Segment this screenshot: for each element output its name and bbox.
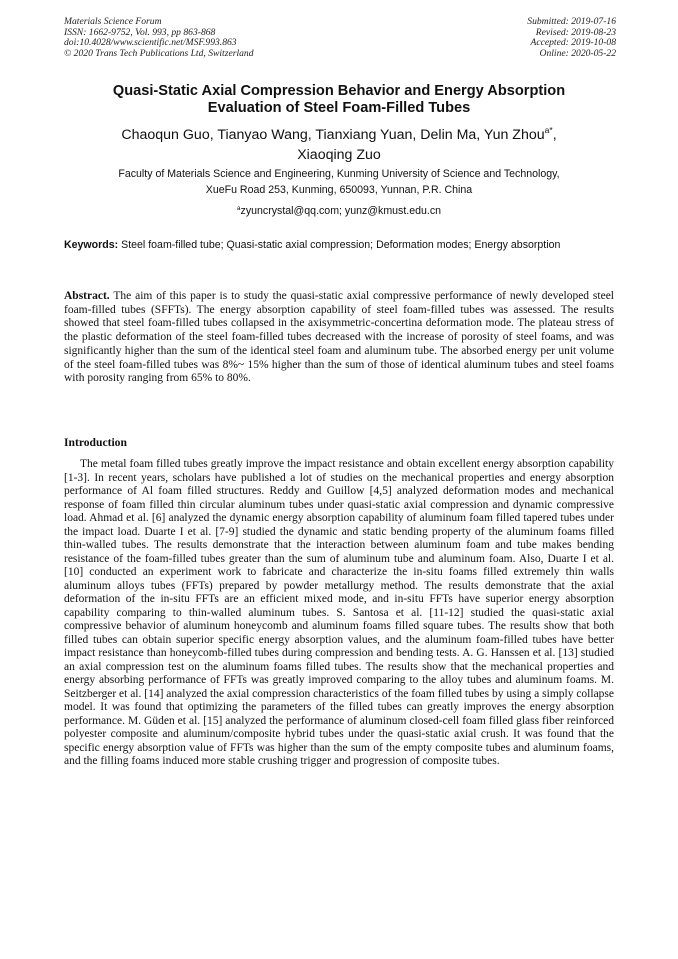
journal-name: Materials Science Forum (64, 16, 162, 27)
paper-title (64, 83, 614, 117)
authors-main: Chaoqun Guo, Tianyao Wang, Tianxiang Yuan, Delin Ma, Yun Zhou (121, 127, 545, 143)
title-line-1: Quasi-Static Axial Compression Behavior and Energy Absorption (112, 83, 566, 99)
introduction-paragraph: The metal foam filled tubes greatly improve the impact resistance and obtain excellent energy absorption capability [1-3]. In recent years, scholars have published a lot of studies on the mechanical properties and energy absorption performance of Al foam filled structures. Reddy and Guillow [4,5] analyzed deformation modes and mechanical response of foam filled thin circular aluminum tubes under quasi-static axial compression and dynamic compressive load. Ahmad et al. [6] analyzed the dynamic energy absorption capability of aluminum foam filled tapered tubes under the impact load. Duarte I et al. [7-9] studied the dynamic and static bending property of the aluminum foams filled thin-walled tubes. The results demonstrate that the interaction between aluminum foam and tube makes bending resistance of the foam-filled tubes greater than the sum of aluminum tube and aluminum foam. Also, Duarte I et al. [10] conducted an experiment work to fabricate and characterize the in-situ foams filled extremely thin walls aluminum alloys tubes (FFTs) prepared by powder metallurgy method. The results demonstrate that the axial deformation of the in-situ FFTs are an efficient mixed mode, and in-situ FFTs have superior energy absorption capability comparing to thin-walled aluminum tubes. S. Santosa et al. [11-12] studied the quasi-static axial compressive behavior of aluminum honeycomb and aluminum foams filled square tubes. The results show that both filled tubes can obtain superior specific energy absorption values, and the aluminum foam-filled tubes have better impact resistance than honeycomb-filled tubes during compression and bending tests. A. G. Hanssen et al. [13] studied an axial compression test on the aluminum foams filled tubes. The results show that the mechanical properties and energy absorbing performance of FFTs was greatly improved comparing to the alloy tubes and aluminum foams. M. Seitzberger et al. [14] analyzed the axial compression characteristics of the foam filled tubes by using a simply collapse model. It was found that optimizing the parameters of the filled tubes can greatly improves the energy absorption performance. M. Güden et al. [15] analyzed the performance of aluminum closed-cell foam filled glass fiber reinforced polyester composite and aluminum/composite hybrid tubes under the quasi-static axial crush. It was found that the specific energy absorption value of FFTs was higher than the sum of the empty composite tubes and aluminum foams, and the filling foams induced more stable crushing trigger and progression of composite tubes. (64, 458, 615, 767)
affiliation-line-1: Faculty of Materials Science and Engineering, Kunming University of Science and Technology, (118, 168, 560, 180)
abstract (64, 290, 614, 386)
email-marker: a (236, 205, 241, 212)
author-list (64, 125, 614, 165)
date-submitted: Submitted: 2019-07-16 (527, 16, 616, 27)
abstract-text: The aim of this paper is to study the quasi-static axial compressive performance of newly developed steel foam-filled tubes (SFFTs). The energy absorption capability of steel foam-filled tubes was assessed. The results showed that steel foam-filled tubes collapsed in the axisymmetric-concertina deformation mode. The plateau stress of the plastic deformation of the steel foam-filled tubes decreased with the increase of porosity of steel foams, and was significantly higher than the sum of the identical steel foam and aluminum tube. The absorbed energy per unit volume of the steel foam-filled tubes was 8%~ 15% higher than the sum of those of identical aluminum tubes and steel foams with porosity ranging from 65% to 80%. (64, 290, 615, 385)
abstract-label: Abstract. (64, 290, 110, 302)
title-line-2: Evaluation of Steel Foam-Filled Tubes (207, 100, 471, 116)
submission-dates (527, 17, 616, 59)
authors-separator: , (552, 127, 557, 143)
affiliation-line-2: XueFu Road 253, Kunming, 650093, Yunnan, P.R. China (205, 183, 473, 196)
date-online: Online: 2020-05-22 (539, 47, 616, 59)
journal-copyright: © 2020 Trans Tech Publications Ltd, Switzerland (64, 47, 254, 59)
affiliation (64, 167, 614, 198)
corresponding-marker: a* (544, 125, 553, 135)
date-accepted: Accepted: 2019-10-08 (530, 37, 616, 49)
author-email (64, 204, 614, 218)
journal-doi[interactable]: doi:10.4028/www.scientific.net/MSF.993.863 (64, 37, 237, 49)
keywords-text: Steel foam-filled tube; Quasi-static axial compression; Deformation modes; Energy absorption (121, 239, 561, 251)
date-revised: Revised: 2019-08-23 (535, 26, 616, 38)
authors-line-1 (64, 125, 614, 145)
journal-info (64, 17, 254, 59)
journal-issn: ISSN: 1662-9752, Vol. 993, pp 863-868 (64, 26, 216, 38)
section-heading-introduction: Introduction (64, 436, 127, 449)
authors-line-2: Xiaoqing Zuo (297, 147, 381, 163)
email-text[interactable]: zyuncrystal@qq.com; yunz@kmust.edu.cn (240, 205, 442, 217)
keywords-label: Keywords: (64, 239, 119, 251)
keywords (64, 239, 614, 253)
